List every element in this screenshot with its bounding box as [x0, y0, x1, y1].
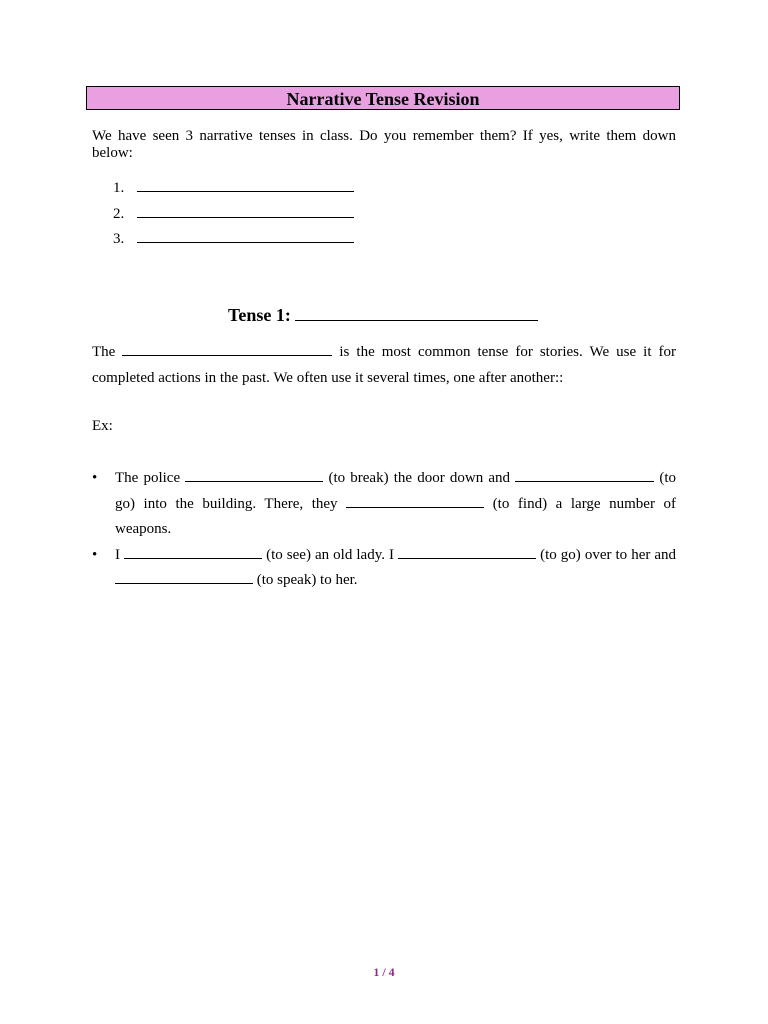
page-title: Narrative Tense Revision [286, 89, 480, 109]
exercise-text-part: I [115, 546, 120, 563]
tense-heading [228, 305, 538, 326]
bullet-icon: • [92, 470, 98, 486]
list-item [113, 205, 354, 231]
exercise-text [115, 543, 676, 594]
verb-blank[interactable] [346, 495, 484, 508]
list-item [113, 179, 354, 205]
explanation-rest: is the most common tense for stories. We use it for completed actions in the past. We often use it several times, one after another:: [92, 344, 677, 386]
exercise-text-part: (to break) the door down and [328, 470, 511, 486]
list-number: 2. [113, 205, 125, 222]
explanation-paragraph [92, 340, 676, 391]
page-indicator: 1 / 4 [373, 965, 395, 979]
list-number: 1. [113, 180, 125, 196]
answer-blank[interactable] [137, 205, 354, 218]
verb-blank[interactable] [398, 546, 536, 559]
exercise-text-part: (to go) into the building. There, they [115, 470, 676, 512]
title-banner [86, 86, 680, 110]
exercise-text-part: The police [115, 470, 181, 486]
intro-paragraph: We have seen 3 narrative tenses in class. Do you remember them? If yes, write them down below: [92, 128, 676, 161]
tense-heading-label: Tense 1: [228, 305, 291, 325]
tense-answer-list [113, 179, 354, 256]
tense-fill-blank[interactable] [122, 343, 332, 356]
tense-name-blank[interactable] [295, 307, 538, 321]
exercise-text [115, 466, 676, 543]
list-item [113, 230, 354, 256]
verb-blank[interactable] [115, 571, 253, 584]
example-label: Ex: [92, 418, 113, 434]
exercise-text-part: (to speak) to her. [256, 572, 358, 588]
explanation-start: The [92, 344, 116, 360]
answer-blank[interactable] [137, 230, 354, 243]
exercise-text-part: (to see) an old lady. I [266, 546, 394, 563]
verb-blank[interactable] [124, 546, 262, 559]
answer-blank[interactable] [137, 179, 354, 192]
verb-blank[interactable] [515, 469, 654, 482]
exercise-item [92, 543, 676, 594]
exercise-text-part: (to go) over to her and [540, 546, 677, 563]
exercise-list [92, 466, 676, 594]
bullet-icon: • [92, 546, 98, 563]
verb-blank[interactable] [185, 469, 323, 482]
exercise-text-part: (to find) a large number of weapons. [115, 495, 677, 537]
list-number: 3. [113, 231, 125, 247]
exercise-item [92, 466, 676, 543]
